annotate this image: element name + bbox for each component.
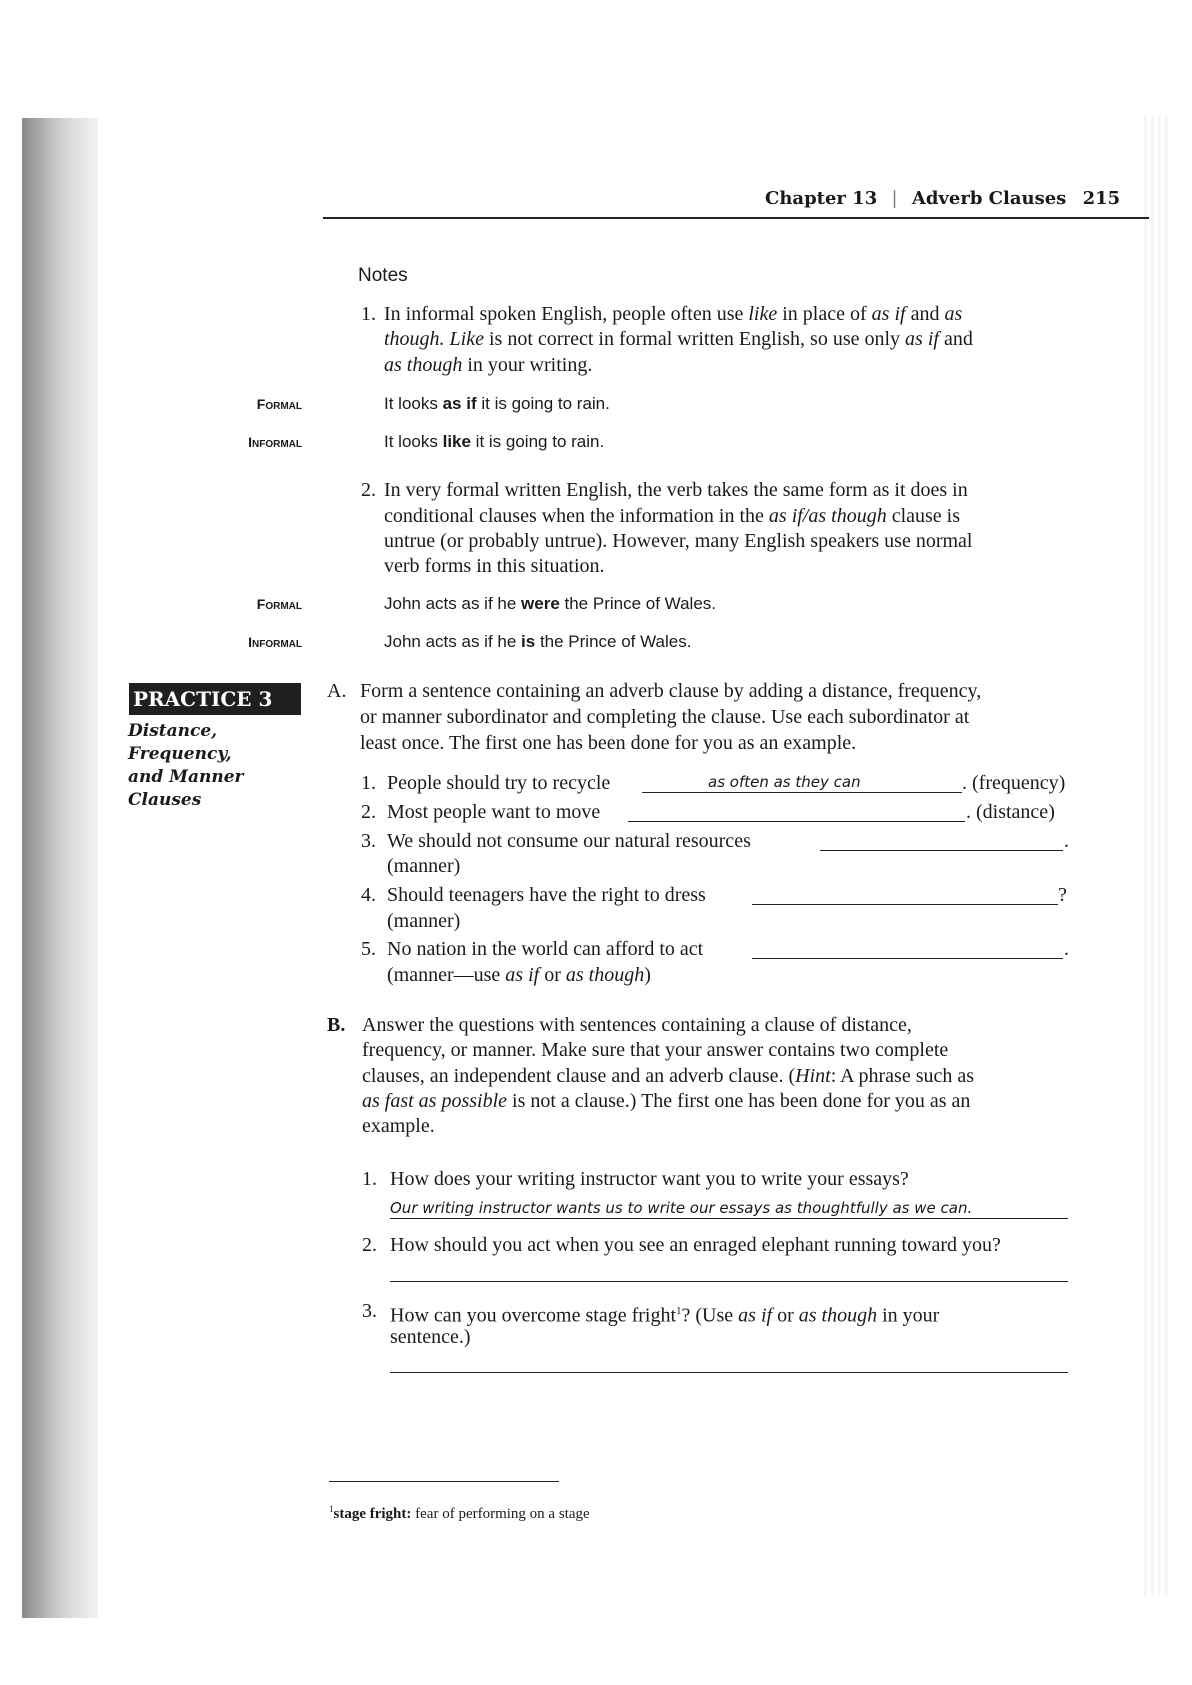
header-separator: |: [891, 188, 898, 209]
text-span: as though: [798, 1304, 878, 1327]
text-span: were: [521, 594, 560, 613]
formal-example: [384, 391, 610, 417]
item-number: 1.: [361, 772, 376, 794]
text-span: Hint: [795, 1065, 831, 1087]
item-hint: (manner): [387, 910, 461, 932]
text-span: or: [539, 964, 566, 986]
text-span: It looks: [384, 394, 443, 413]
text-span: ? (Use: [681, 1304, 739, 1327]
note-number: 2.: [361, 479, 376, 501]
text-span: is not correct in formal written English, so use only: [484, 328, 906, 350]
text-span: like: [748, 303, 778, 325]
text-span: as if: [871, 303, 906, 325]
text-span: or: [772, 1304, 799, 1327]
footnote: [329, 1496, 590, 1527]
text-span: as if: [442, 394, 477, 413]
item-hint: (manner): [387, 855, 461, 877]
note-text-line: untrue (or probably untrue). However, many English speakers use normal: [384, 530, 973, 552]
note-text-line: [384, 352, 592, 378]
text-span: is not a clause.) The first one has been done for you as an: [507, 1090, 971, 1112]
text-span: (manner—use: [387, 964, 506, 986]
answer-line[interactable]: [390, 1372, 1068, 1373]
formal-label: Formal: [256, 396, 302, 412]
item-end-punct: ?: [1058, 884, 1067, 906]
text-span: conditional clauses when the information in the: [384, 505, 769, 527]
item-hint: . (frequency): [962, 772, 1066, 794]
chapter-number: Chapter 13: [765, 188, 878, 209]
item-number: 3.: [362, 1300, 377, 1322]
part-b-instructions: Answer the questions with sentences containing a clause of distance,: [362, 1014, 912, 1036]
item-hint: . (distance): [966, 801, 1055, 823]
informal-example: [384, 629, 691, 655]
text-span: ): [644, 964, 651, 986]
item-hint: [387, 962, 651, 988]
text-span: in your writing.: [462, 354, 593, 376]
text-span: as if: [505, 964, 540, 986]
item-number: 5.: [361, 938, 376, 960]
part-b-instructions: example.: [362, 1115, 435, 1137]
text-span: and: [905, 303, 945, 325]
note-text-line: [384, 301, 962, 327]
footnote-rule: [329, 1481, 559, 1482]
page-number: 215: [1082, 188, 1121, 209]
text-span: is: [521, 632, 536, 651]
item-number: 2.: [362, 1234, 377, 1256]
note-text-line: [384, 326, 973, 352]
text-span: in place of: [777, 303, 872, 325]
note-text-line: verb forms in this situation.: [384, 555, 605, 577]
chapter-title: Adverb Clauses: [911, 188, 1067, 209]
answer-line[interactable]: [390, 1281, 1068, 1282]
practice-badge: PRACTICE 3: [129, 683, 301, 715]
text-span: as though: [565, 964, 645, 986]
informal-example: [384, 429, 604, 455]
note-text-line: [384, 503, 960, 529]
practice-subtitle: Distance,: [128, 721, 218, 741]
text-span: the Prince of Wales.: [535, 632, 692, 651]
text-span: like: [442, 432, 471, 451]
item-text: Should teenagers have the right to dress: [387, 884, 706, 906]
question-text: How should you act when you see an enraged elephant running toward you?: [390, 1234, 1001, 1256]
practice-subtitle: and Manner: [128, 767, 244, 787]
answer-blank[interactable]: [752, 904, 1058, 905]
item-number: 1.: [362, 1168, 377, 1190]
formal-label: Formal: [256, 596, 302, 612]
informal-label: Informal: [248, 434, 302, 450]
text-span: as: [944, 303, 963, 325]
item-end-punct: .: [1064, 938, 1069, 960]
text-span: 1: [329, 1504, 334, 1514]
running-header: [765, 186, 1120, 212]
text-span: and: [938, 328, 973, 350]
text-span: fear of performing on a stage: [411, 1506, 590, 1522]
part-a-instructions: or manner subordinator and completing the clause. Use each subordinator at: [360, 706, 970, 728]
informal-label: Informal: [248, 634, 302, 650]
part-b-instructions: [362, 1063, 974, 1089]
text-span: John acts as if he: [384, 632, 522, 651]
item-number: 2.: [361, 801, 376, 823]
item-text: Most people want to move: [387, 801, 601, 823]
note-number: 1.: [361, 303, 376, 325]
text-span: How can you overcome stage fright: [390, 1304, 677, 1327]
text-span: in your: [877, 1304, 940, 1327]
practice-subtitle: Frequency,: [128, 744, 232, 764]
item-end-punct: .: [1064, 830, 1069, 852]
text-span: clause is: [886, 505, 961, 527]
answer-blank[interactable]: [752, 958, 1063, 959]
text-span: : A phrase such as: [830, 1065, 975, 1087]
text-span: the Prince of Wales.: [559, 594, 716, 613]
text-span: as fast as possible: [362, 1090, 508, 1112]
item-text: No nation in the world can afford to act: [387, 938, 704, 960]
scan-binding-shadow: [22, 118, 98, 1618]
part-b-letter: B.: [327, 1014, 346, 1036]
text-span: it is going to rain.: [476, 394, 610, 413]
text-span: as if/as though: [768, 505, 887, 527]
item-number: 4.: [361, 884, 376, 906]
text-span: 1: [676, 1305, 682, 1317]
handwritten-answer: as often as they can: [708, 773, 861, 791]
question-text: [390, 1298, 939, 1329]
text-span: as if: [905, 328, 939, 350]
text-span: it is going to rain.: [470, 432, 605, 451]
notes-heading: Notes: [358, 265, 408, 286]
part-a-letter: A.: [327, 680, 347, 702]
question-text: How does your writing instructor want you to write your essays?: [390, 1168, 909, 1190]
answer-blank[interactable]: [628, 821, 965, 822]
answer-blank[interactable]: [820, 850, 1063, 851]
item-text: We should not consume our natural resources: [387, 830, 751, 852]
item-text: People should try to recycle: [387, 772, 611, 794]
text-span: John acts as if he: [384, 594, 522, 613]
part-a-instructions: least once. The first one has been done for you as an example.: [360, 732, 857, 754]
text-span: It looks: [384, 432, 443, 451]
text-span: stage fright:: [333, 1506, 412, 1522]
text-span: as if: [738, 1304, 773, 1327]
text-span: as though: [384, 354, 463, 376]
scan-edge-shadow: [1140, 115, 1170, 1595]
note-text-line: In very formal written English, the verb takes the same form as it does in: [384, 479, 968, 501]
part-b-instructions: [362, 1088, 970, 1114]
formal-example: [384, 591, 716, 617]
text-span: In informal spoken English, people often use: [384, 303, 749, 325]
part-b-instructions: frequency, or manner. Make sure that your answer contains two complete: [362, 1039, 949, 1061]
text-span: though. Like: [384, 328, 484, 350]
header-rule: [323, 217, 1149, 219]
item-number: 3.: [361, 830, 376, 852]
part-a-instructions: Form a sentence containing an adverb clause by adding a distance, frequency,: [360, 680, 982, 702]
question-text: sentence.): [390, 1326, 471, 1348]
practice-subtitle: Clauses: [128, 790, 202, 810]
text-span: clauses, an independent clause and an adverb clause. (: [362, 1065, 796, 1087]
handwritten-answer: Our writing instructor wants us to write our essays as thoughtfully as we can.: [390, 1199, 973, 1217]
